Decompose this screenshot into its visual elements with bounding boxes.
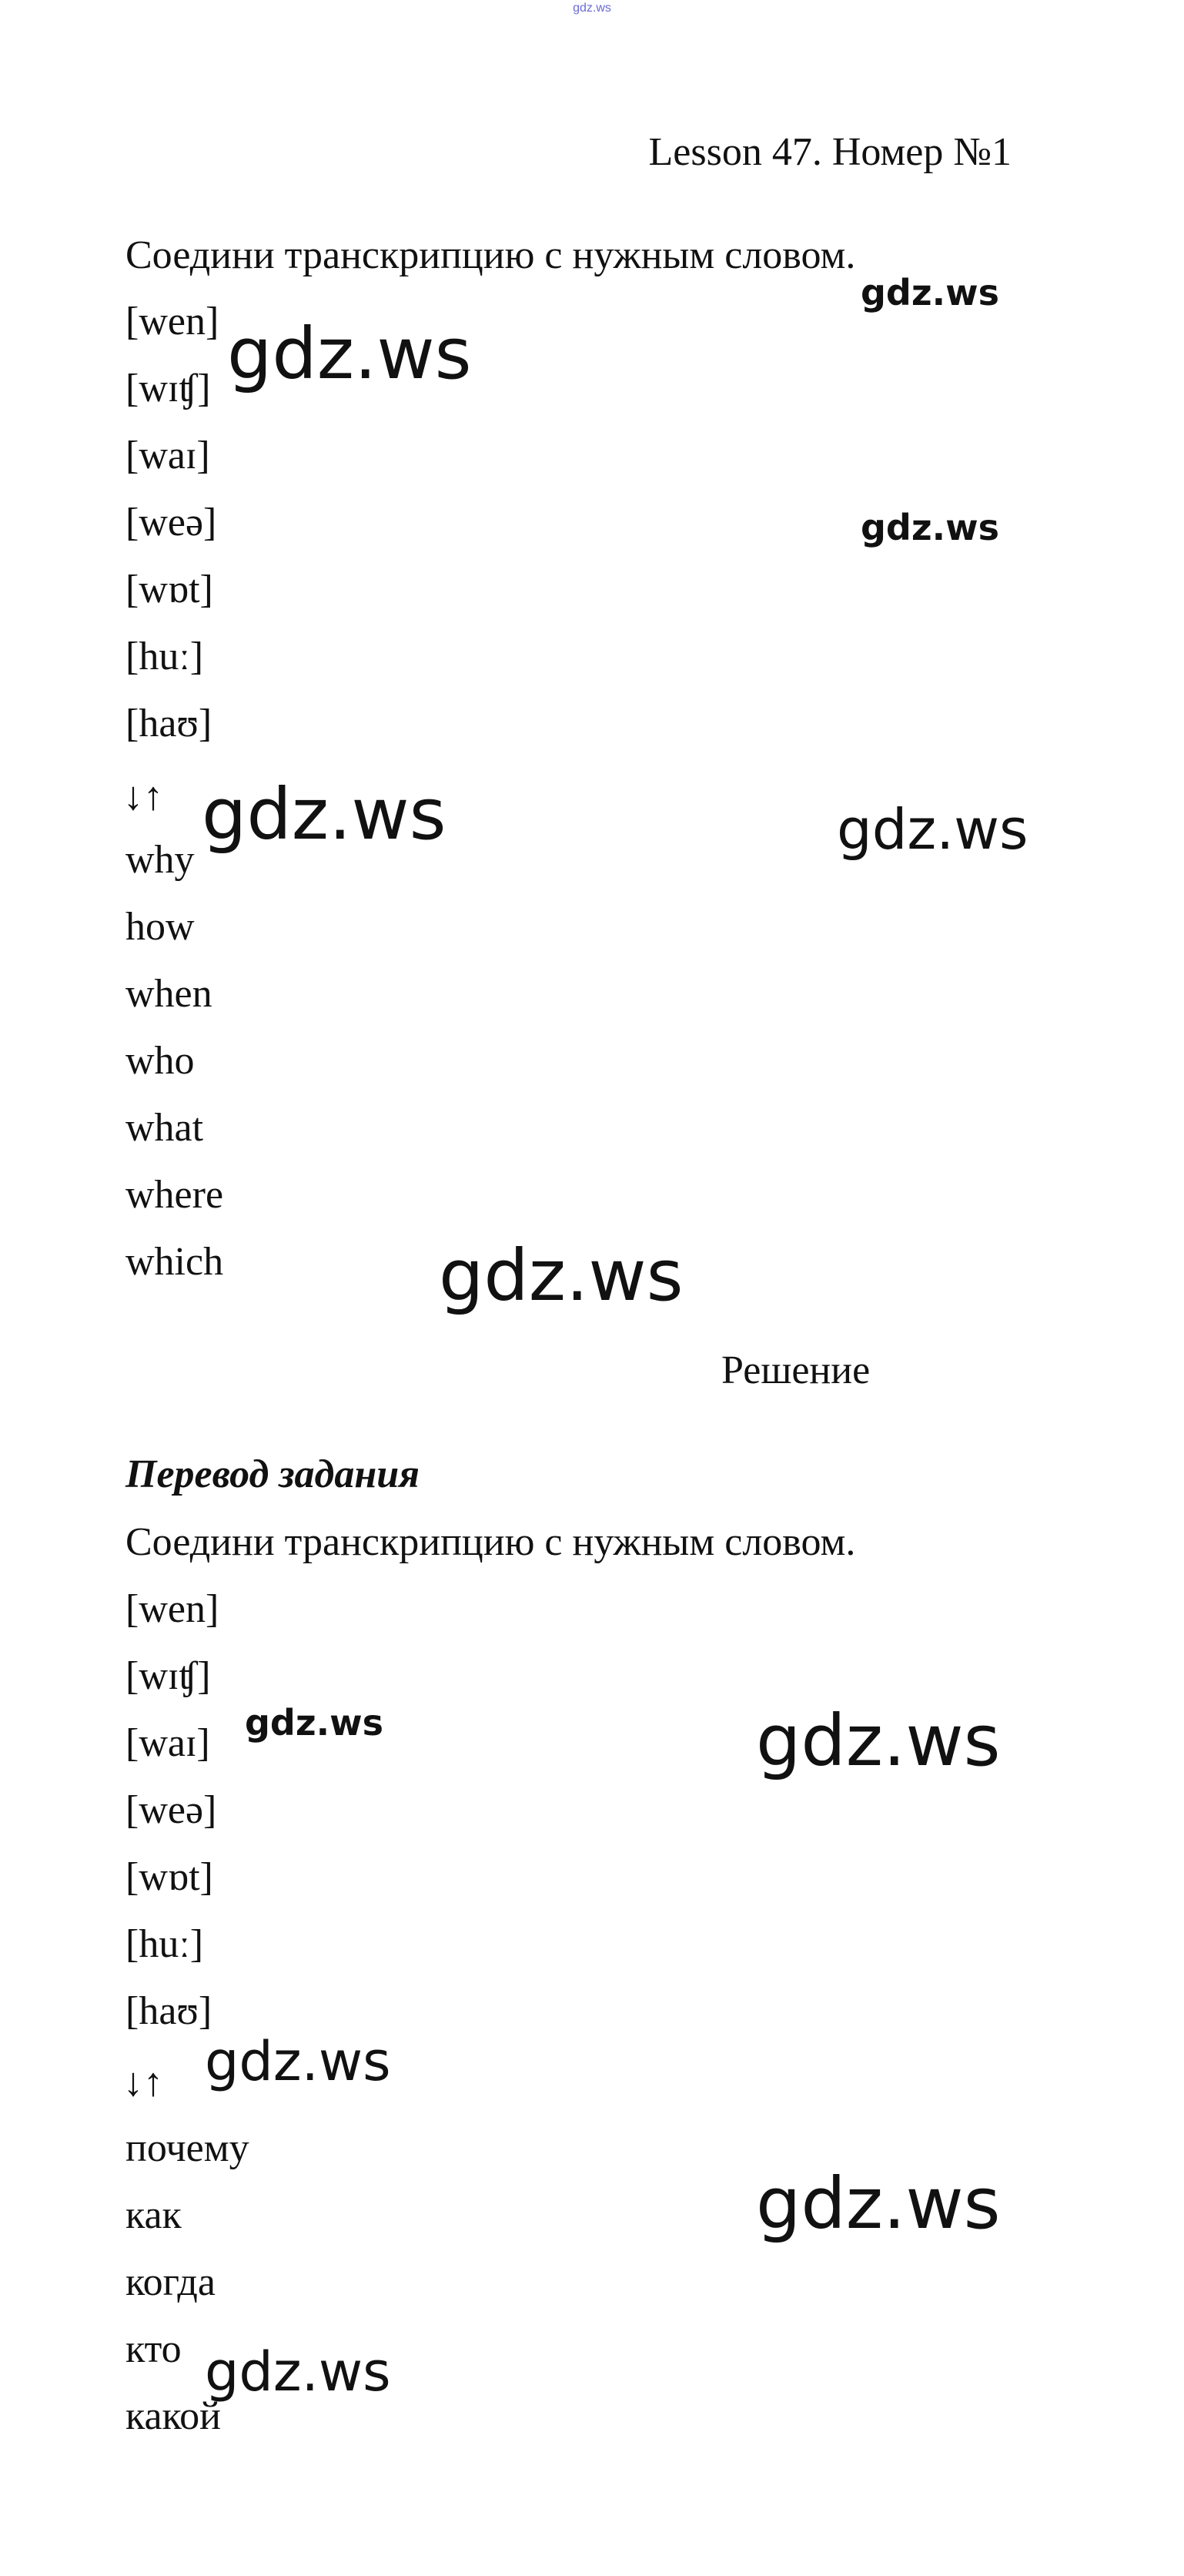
watermark: gdz.ws — [205, 2030, 391, 2093]
lesson-title: Lesson 47. Номер №1 — [648, 130, 1012, 174]
watermark: gdz.ws — [861, 272, 999, 313]
list-item: which — [125, 1240, 224, 1284]
translation-heading: Перевод задания — [125, 1452, 420, 1496]
translation-match-arrows: ↓↑ — [123, 2061, 163, 2105]
watermark: gdz.ws — [837, 797, 1028, 862]
list-item: кто — [125, 2327, 182, 2371]
list-item: когда — [125, 2260, 216, 2304]
list-item: почему — [125, 2126, 249, 2170]
task-instruction: Соедини транскрипцию с нужным словом. — [125, 233, 856, 277]
list-item: where — [125, 1173, 224, 1217]
list-item: какой — [125, 2394, 222, 2438]
list-item: [wɪʧ] — [125, 367, 211, 410]
list-item: [haʊ] — [125, 1989, 212, 2033]
list-item: [haʊ] — [125, 702, 212, 745]
list-item: [weə] — [125, 1788, 217, 1832]
match-arrows: ↓↑ — [123, 775, 163, 819]
list-item: [wen] — [125, 300, 219, 343]
translation-instruction: Соедини транскрипцию с нужным словом. — [125, 1520, 856, 1564]
list-item: who — [125, 1039, 195, 1083]
list-item: [weə] — [125, 501, 217, 544]
list-item: why — [125, 838, 195, 882]
top-site-link[interactable]: gdz.ws — [573, 2, 611, 15]
watermark: gdz.ws — [861, 507, 999, 548]
list-item: how — [125, 905, 195, 949]
list-item: [wɪʧ] — [125, 1654, 211, 1698]
list-item: как — [125, 2193, 182, 2237]
list-item: what — [125, 1106, 204, 1150]
watermark: gdz.ws — [245, 1702, 383, 1744]
list-item: [huː] — [125, 1922, 204, 1966]
watermark: gdz.ws — [205, 2340, 391, 2403]
list-item: [wɒt] — [125, 1855, 213, 1899]
list-item: [waɪ] — [125, 434, 210, 477]
list-item: [waɪ] — [125, 1721, 210, 1765]
word-list — [125, 837, 223, 1306]
translation-transcription-list — [125, 1586, 219, 2055]
translation-word-list — [125, 2125, 249, 2460]
list-item: [wen] — [125, 1587, 219, 1631]
watermark: gdz.ws — [439, 1234, 684, 1317]
watermark: gdz.ws — [227, 313, 472, 395]
list-item: when — [125, 972, 212, 1016]
transcription-list — [125, 299, 219, 768]
watermark: gdz.ws — [756, 1700, 1001, 1782]
watermark: gdz.ws — [756, 2162, 1001, 2245]
watermark: gdz.ws — [202, 773, 447, 856]
solution-label: Решение — [721, 1348, 871, 1392]
list-item: [wɒt] — [125, 568, 213, 611]
list-item: [huː] — [125, 635, 204, 678]
